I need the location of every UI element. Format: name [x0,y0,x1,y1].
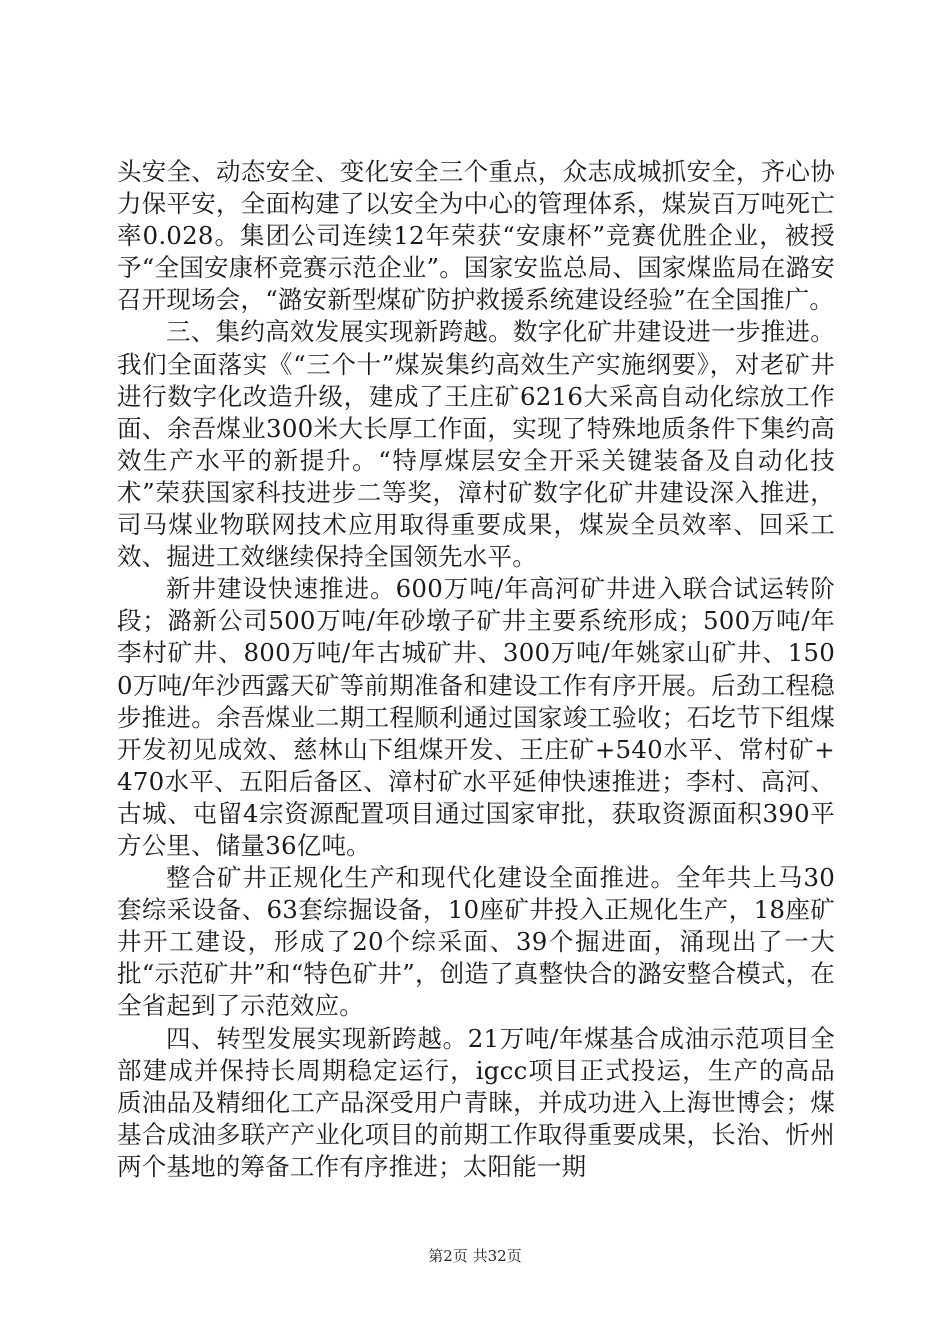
paragraph-intensive-development: 三、集约高效发展实现新跨越。数字化矿井建设进一步推进。我们全面落实《“三个十”煤炭集约高效生产实施纲要》，对老矿井进行数字化改造升级，建成了王庄矿6216大采高自动化综放工作面、余吾煤业300米大长厚工作面，实现了特殊地质条件下集约高效生产水平的新提升。“特厚煤层安全开采关键装备及自动化技术”荣获国家科技进步二等奖，漳村矿数字化矿井建设深入推进，司马煤业物联网技术应用取得重要成果，煤炭全员效率、回采工效、掘进工效继续保持全国领先水平。 [117,317,835,572]
page-footer: 第2页 共32页 [428,1247,522,1265]
paragraph-transformation: 四、转型发展实现新跨越。21万吨/年煤基合成油示范项目全部建成并保持长周期稳定运行，igcc项目正式投运，生产的高品质油品及精细化工产品深受用户青睐，并成功进入上海世博会；煤基合成油多联产产业化项目的前期工作取得重要成果，长治、忻州两个基地的筹备工作有序推进；太阳能一期 [117,1023,835,1181]
paragraph-mine-integration: 整合矿井正规化生产和现代化建设全面推进。全年共上马30套综采设备、63套综掘设备，10座矿井投入正规化生产，18座矿井开工建设，形成了20个综采面、39个掘进面，涌现出了一大批“示范矿井”和“特色矿井”，创造了真整快合的潞安整合模式，在全省起到了示范效应。 [117,863,835,1021]
document-body [117,156,835,1183]
paragraph-new-mine-construction: 新井建设快速推进。600万吨/年高河矿井进入联合试运转阶段；潞新公司500万吨/年砂墩子矿井主要系统形成；500万吨/年李村矿井、800万吨/年古城矿井、300万吨/年姚家山矿井、1500万吨/年沙西露天矿等前期准备和建设工作有序开展。后劲工程稳步推进。余吾煤业二期工程顺利通过国家竣工验收；石圪节下组煤开发初见成效、慈林山下组煤开发、王庄矿+540水平、常村矿+470水平、五阳后备区、漳村矿水平延伸快速推进；李村、高河、古城、屯留4宗资源配置项目通过国家审批，获取资源面积390平方公里、储量36亿吨。 [117,574,835,860]
paragraph-safety: 头安全、动态安全、变化安全三个重点，众志成城抓安全，齐心协力保平安，全面构建了以安全为中心的管理体系，煤炭百万吨死亡率0.028。集团公司连续12年荣获“安康杯”竞赛优胜企业，被授予“全国安康杯竞赛示范企业”。国家安监总局、国家煤监局在潞安召开现场会，“潞安新型煤矿防护救援系统建设经验”在全国推广。 [117,157,835,315]
